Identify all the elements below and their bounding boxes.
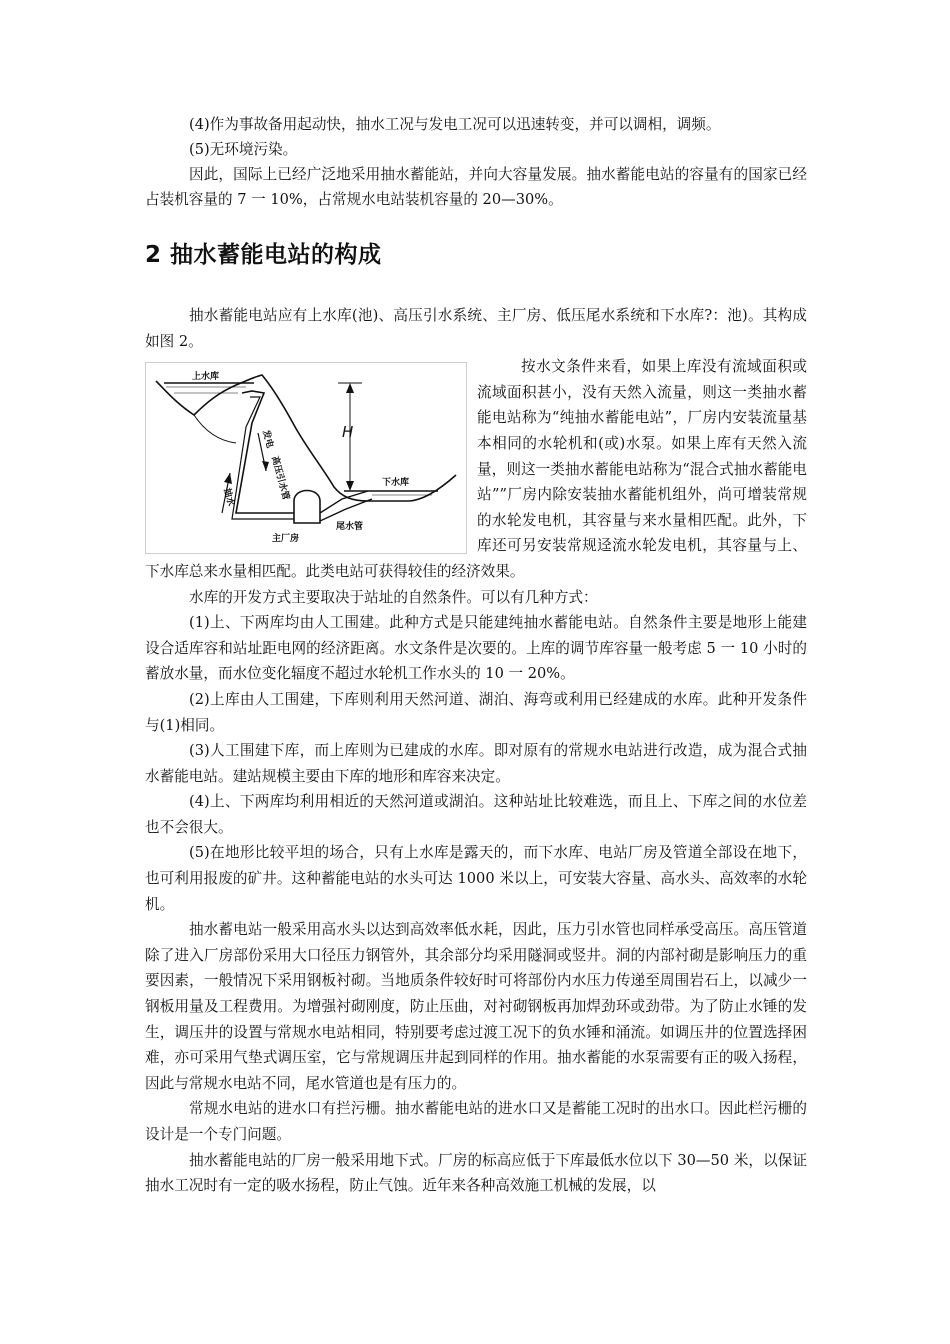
section-heading: 2 抽水蓄能电站的构成 [145,242,382,268]
label-powerhouse: 主厂房 [272,534,300,545]
terrain-outline [156,375,456,501]
body-paragraph: 抽水蓄能电站的厂房一般采用地下式。厂房的标高应低于下库最低水位以下 30—50 米，以保证抽水工况时有一定的吸水扬程，防止气蚀。近年来各种高效施工机械的发展，以 [145,1151,807,1195]
body-paragraph: (4)上、下两库均利用相近的天然河道或湖泊。这种站址比较难选，而且上、下库之间的水位差也不会很大。 [145,793,807,836]
body-paragraph: (5)在地形比较平坦的场合，只有上水库是露天的，而下水库、电站厂房及管道全部设在地下，也可利用报废的矿井。这种蓄能电站的水头可达 1000 米以上，可安装大容量、高水头、高效率的水轮机。 [145,844,807,913]
intro-paragraph: (5)无环境污染。 [189,141,298,158]
pumped-storage-diagram [145,362,467,554]
body-paragraph: 水库的开发方式主要取决于站址的自然条件。可以有几种方式： [189,588,598,606]
label-pumping: 抽水 [221,487,236,508]
label-tailrace: 尾水管 [336,522,364,533]
intro-block [145,112,807,212]
intro-paragraph: (4)作为事故备用起动快，抽水工况与发电工况可以迅速转变，并可以调相，调频。 [189,116,721,133]
label-penstock: 高压引水管 [269,455,291,502]
wrap-paragraph: 按水文条件来看，如果上库没有流域面积或流域面积甚小，没有天然入流量，则这一类抽水蓄能电站称为“纯抽水蓄能电站”，厂房内安装流量基本相同的水轮机和(或)水泵。如果上库有天然入流量，则这一类抽水蓄能电站称为“混合式抽水蓄能电站””厂房内除安装抽水蓄能机组外，尚可增装常规的水轮发电机，其容量与来水量相匹配。此外，下库还可另安装常规迳流水轮发电机，其容量与上、下水库总来水量相匹配。此类电站可获得较佳的经济效果。 [145,358,807,580]
body-paragraph: 抽水蓄电站一般采用高水头以达到高效率低水耗，因此，压力引水管也同样承受高压。高压管道除了进入厂房部份采用大口径压力钢管外，其余部分均采用隧洞或竖井。洞的内部衬砌是影响压力的重要因素，一般情况下采用钢板衬砌。当地质条件较好时可将部份内水压力传递至周围岩石上，以减少一钢板用量及工程费用。为增强衬砌刚度，防止压曲，对衬砌钢板再加焊劲环或劲带。为了防止水锤的发生，调压井的设置与常规水电站相同，特别要考虑过渡工况下的负水锤和涌流。如调压井的位置选择困难，亦可采用气垫式调压室，它与常规调压井起到同样的作用。抽水蓄能的水泵需要有正的吸入扬程，因此与常规水电站不同，尾水管道也是有压力的。 [145,921,807,1092]
pumping-arrowhead [224,473,232,484]
intro-paragraph: 因此，国际上已经广泛地采用抽水蓄能站，并向大容量发展。抽水蓄能电站的容量有的国家已经占装机容量的 7 一 10%，占常规水电站装机容量的 20—30%。 [145,166,807,208]
label-upper-reservoir: 上水库 [192,372,220,383]
label-lower-reservoir: 下水库 [382,478,410,489]
diagram-svg [146,363,466,553]
tailrace-line [320,491,372,521]
body-paragraph: (2)上库由人工围建，下库则利用天然河道、湖泊、海弯或利用已经建成的水库。此种开发条件与(1)相同。 [145,690,807,734]
section-intro: 抽水蓄能电站应有上水库(池)、高压引水系统、主厂房、低压尾水系统和下水库?：池)。其构成如图 2。 [145,307,807,350]
body-paragraph: (1)上、下两库均由人工围建。此种方式是只能建纯抽水蓄能电站。自然条件主要是地形上能建设合适库容和站址距电网的经济距离。水文条件是次要的。上库的调节库容量一般考虑 5 一 10 小时的蓄放水量，而水位变化辐度不超过水轮机工作水头的 10 一 20%。 [145,614,807,683]
generation-arrowhead [262,461,269,471]
label-head: H [342,423,354,442]
section-body [145,303,807,1199]
label-power-gen: 发电 [260,429,275,450]
upper-basin [194,415,236,443]
body-paragraph: 常规水电站的进水口有拦污栅。抽水蓄能电站的进水口又是蓄能工况时的出水口。因此栏污栅的设计是一个专门问题。 [145,1100,807,1143]
upper-water-hatch [166,387,246,393]
body-paragraph: (3)人工围建下库，而上库则为已建成的水库。即对原有的常规水电站进行改造，成为混合式抽水蓄能电站。建站规模主要由下库的地形和库容来决定。 [145,742,807,785]
powerhouse-shape [294,491,320,524]
